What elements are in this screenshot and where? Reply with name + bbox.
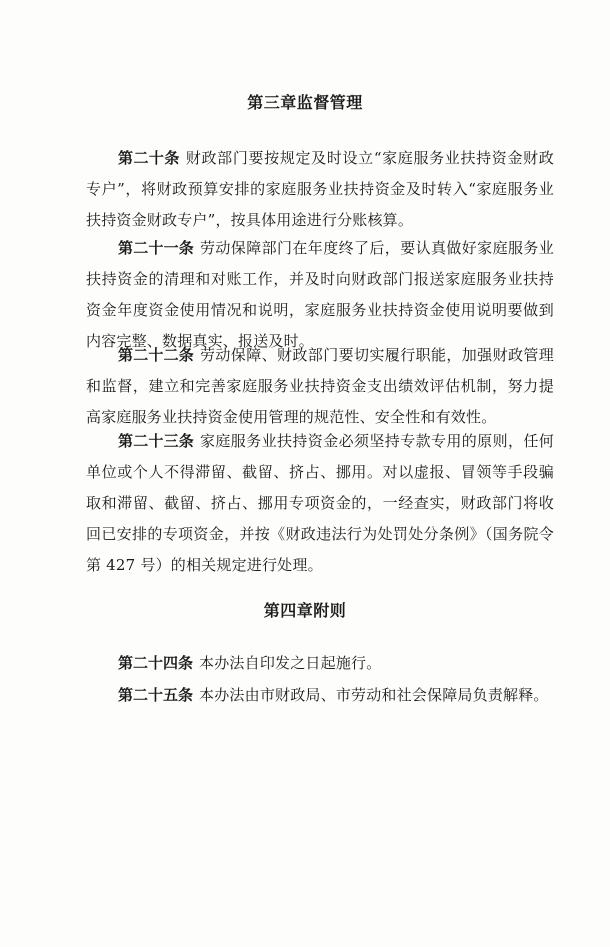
article-number: 第二十三条 — [118, 432, 194, 450]
article-number: 第二十二条 — [118, 346, 194, 364]
article-23 — [86, 426, 554, 581]
article-text: 劳动保障、财政部门要切实履行职能，加强财政管理和监督，建立和完善家庭服务业扶持资金支出绩效评估机制，努力提高家庭服务业扶持资金使用管理的规范性、安全性和有效性。 — [86, 346, 554, 426]
article-number: 第二十五条 — [118, 686, 194, 704]
article-text: 劳动保障部门在年度终了后，要认真做好家庭服务业扶持资金的清理和对账工作，并及时向财政部门报送家庭服务业扶持资金年度资金使用情况和说明，家庭服务业扶持资金使用说明要做到内容完整、数据真实、报送及时。 — [86, 239, 554, 350]
article-21 — [86, 233, 554, 357]
article-number: 第二十四条 — [118, 654, 194, 672]
article-text: 本办法自印发之日起施行。 — [199, 654, 382, 672]
article-24 — [86, 648, 554, 679]
chapter-3-title: 第三章监督管理 — [247, 93, 363, 112]
article-number: 第二十条 — [118, 149, 180, 167]
article-text: 家庭服务业扶持资金必须坚持专款专用的原则，任何单位或个人不得滞留、截留、挤占、挪用。对以虚报、冒领等手段骗取和滞留、截留、挤占、挪用专项资金的，一经查实，财政部门将收回已安排的专项资金，并按《财政违法行为处罚处分条例》（国务院令第 427 号）的相关规定进行处理。 — [86, 432, 554, 574]
article-25 — [86, 680, 554, 711]
article-number: 第二十一条 — [118, 239, 194, 257]
article-text: 财政部门要按规定及时设立“家庭服务业扶持资金财政专户”，将财政预算安排的家庭服务业扶持资金及时转入“家庭服务业扶持资金财政专户”，按具体用途进行分账核算。 — [86, 149, 554, 229]
article-22 — [86, 340, 554, 433]
article-20 — [86, 143, 554, 236]
article-text: 本办法由市财政局、市劳动和社会保障局负责解释。 — [199, 686, 549, 704]
chapter-4-title: 第四章附则 — [263, 601, 347, 620]
